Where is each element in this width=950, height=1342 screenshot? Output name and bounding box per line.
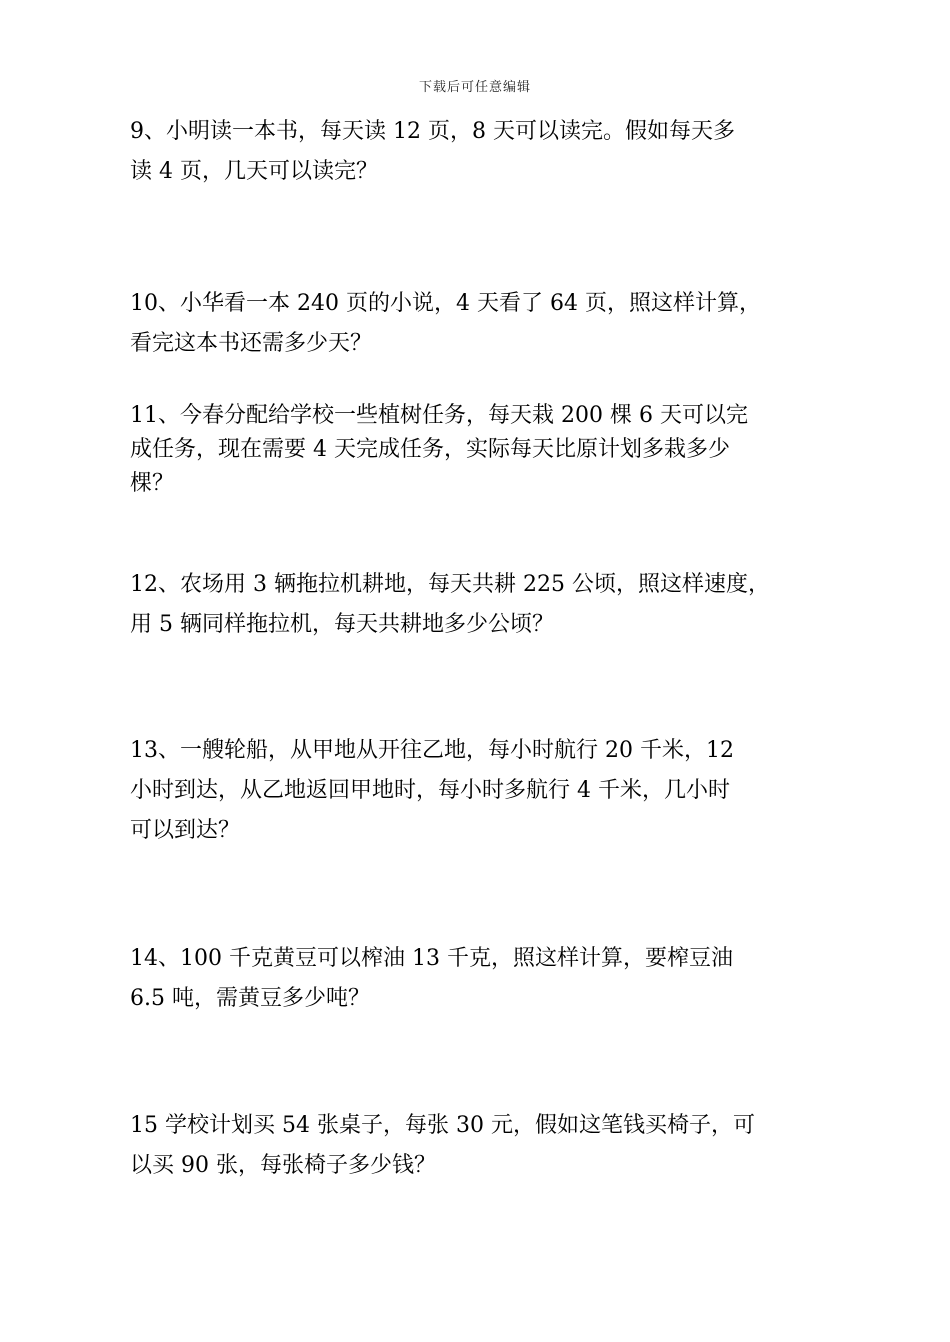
problem-line: 以买 90 张，每张椅子多少钱？ [130, 1153, 436, 1178]
problem-15 [130, 1106, 755, 1186]
problem-line: 用 5 辆同样拖拉机，每天共耕地多少公顷？ [130, 612, 554, 637]
problem-line: 13、一艘轮船，从甲地从开往乙地，每小时航行 20 千米，12 [130, 738, 734, 763]
problem-9 [130, 112, 735, 192]
problem-line: 15 学校计划买 54 张桌子，每张 30 元，假如这笔钱买椅子，可 [130, 1113, 755, 1138]
problem-11 [130, 399, 748, 501]
problem-line: 棵？ [130, 471, 175, 496]
problem-line: 6.5 吨，需黄豆多少吨？ [130, 986, 370, 1011]
problem-line: 9、小明读一本书，每天读 12 页，8 天可以读完。假如每天多 [130, 119, 735, 144]
problem-line: 11、今春分配给学校一些植树任务，每天栽 200 棵 6 天可以完 [130, 403, 748, 428]
problem-line: 10、小华看一本 240 页的小说，4 天看了 64 页，照这样计算， [130, 291, 761, 316]
problem-line: 读 4 页，几天可以读完？ [130, 159, 378, 184]
problem-line: 14、100 千克黄豆可以榨油 13 千克，照这样计算，要榨豆油 [130, 946, 733, 971]
problem-12 [130, 565, 770, 645]
problem-line: 成任务，现在需要 4 天完成任务，实际每天比原计划多栽多少 [130, 437, 730, 462]
problem-line: 看完这本书还需多少天？ [130, 331, 373, 356]
problem-line: 小时到达，从乙地返回甲地时，每小时多航行 4 千米，几小时 [130, 778, 730, 803]
problem-10 [130, 284, 761, 364]
problem-line: 可以到达？ [130, 818, 241, 843]
problem-13 [130, 731, 734, 851]
page-header: 下载后可任意编辑 [418, 80, 531, 95]
problem-14 [130, 939, 733, 1019]
problem-line: 12、农场用 3 辆拖拉机耕地，每天共耕 225 公顷，照这样速度， [130, 572, 770, 597]
